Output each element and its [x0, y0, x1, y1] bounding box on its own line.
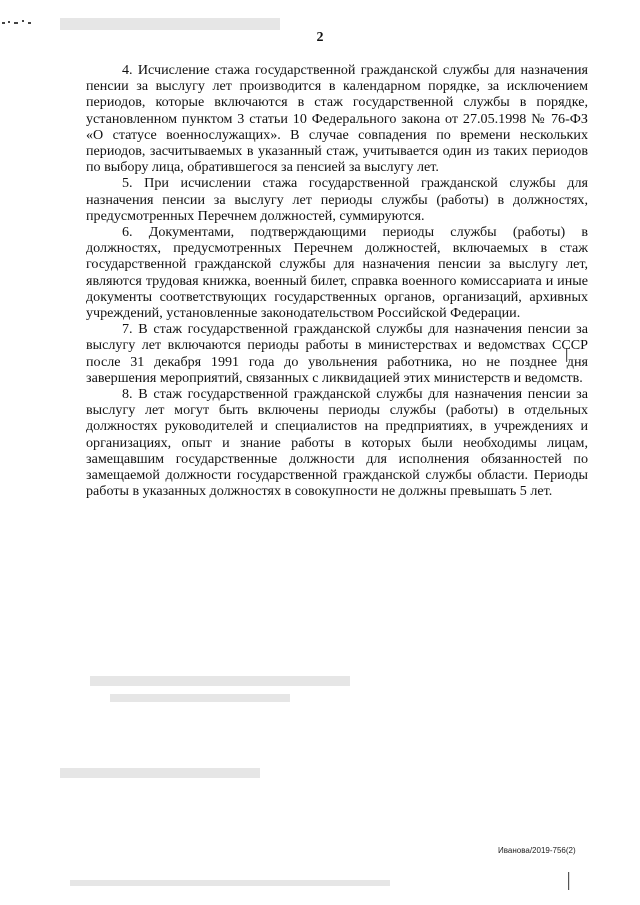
paragraph-6: 6. Документами, подтверждающими периоды службы (работы) в должностях, предусмотренных Перечнем должностей, включаемых в стаж государственной гражданской службы для назначения пенсии за выслугу лет, являются трудовая книжка, военный билет, справка военного комиссариата и иные документы соответствующих государственных органов, организаций, архивных учреждений, установленные законодательством Российской Федерации. — [86, 224, 588, 322]
paragraph-4: 4. Исчисление стажа государственной гражданской службы для назначения пенсии за выслугу лет производится в календарном порядке, за исключением периодов, которые включаются в стаж государственной службы в порядке, установленном пунктом 3 статьи 10 Федерального закона от 27.05.1998 № 76-ФЗ «О статусе военнослужащих». В случае совпадения по времени нескольких периодов, засчитываемых в указанный стаж, учитывается один из таких периодов по выбору лица, обратившегося за пенсией за выслугу лет. — [86, 62, 588, 176]
paragraph-7: 7. В стаж государственной гражданской службы для назначения пенсии за выслугу лет включаются периоды работы в министерствах и ведомствах СССР после 31 декабря 1991 года до увольнения работника, но не позднее дня завершения мероприятий, связанных с ликвидацией этих министерств и ведомств. — [86, 321, 588, 386]
paragraph-5: 5. При исчислении стажа государственной гражданской службы для назначения пенсии за выслугу лет периоды службы (работы) в должностях, предусмотренных Перечнем должностей, суммируются. — [86, 175, 588, 224]
document-code: Иванова/2019-756(2) — [498, 846, 576, 855]
paragraph-8: 8. В стаж государственной гражданской службы для назначения пенсии за выслугу лет могут быть включены периоды службы (работы) в отдельных должностях руководителей и специалистов на предприятиях, в учреждениях и организациях, опыт и знание работы в которых были необходимы лицам, замещавшим государственные должности для исполнения обязанностей по замещаемой должности государственной гражданской службы области. Периоды работы в указанных должностях в совокупности не должны превышать 5 лет. — [86, 386, 588, 500]
document-body — [86, 62, 588, 499]
page-number: 2 — [316, 30, 324, 45]
